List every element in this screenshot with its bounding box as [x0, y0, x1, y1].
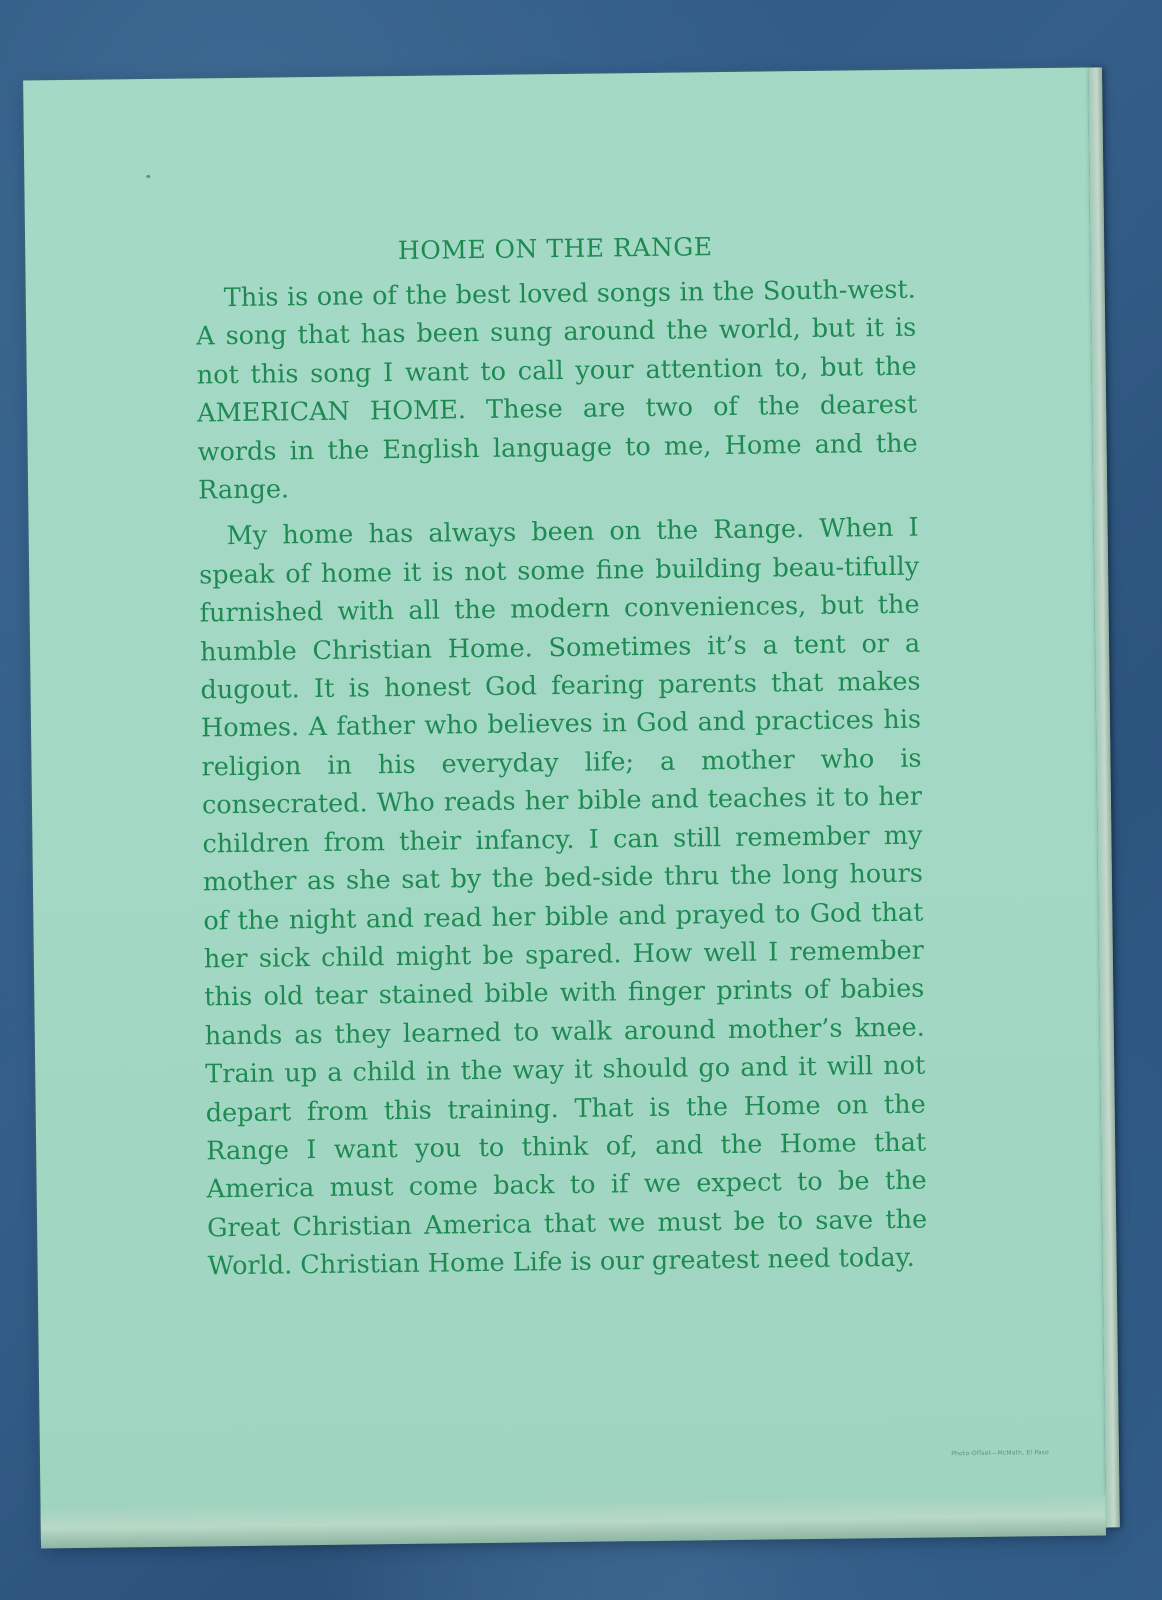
paragraph-2: My home has always been on the Range. When I speak of home it is not some fine building beau-tifully furnished with all the modern conveniences, but the humble Christian Home. Sometimes it’s a tent or a dugout. It is honest God fearing parents that makes Homes. A father who believes in God and practices his religion in his everyday life; a mother who is consecrated. Who reads her bible and teaches it to her children from their infancy. I can still remember my mother as she sat by the bed-side thru the long hours of the night and read her bible and prayed to God that her sick child might be spared. How well I remember this old tear stained bible with finger prints of babies hands as they learned to walk around mother’s knee. Train up a child in the way it should go and it will not depart from this training. That is the Home on the Range I want you to think of, and the Home that America must come back to if we expect to be the Great Christian America that we must be to save the World. Christian Home Life is our greatest need today. [198, 513, 928, 1282]
printer-imprint: Photo-Offset—McMath, El Paso [951, 1449, 1050, 1458]
page-title: HOME ON THE RANGE [397, 232, 713, 265]
paragraph-1: This is one of the best loved songs in the South-west. A song that has been sung around the world, but it is not this song I want to call your attention to, but the AMERICAN HOME. These are two of the dearest words in the English language to me, Home and the Range. [196, 274, 918, 506]
paper-speck [146, 175, 150, 178]
book-back-cover [23, 68, 1106, 1541]
page-text-block [195, 230, 928, 1294]
